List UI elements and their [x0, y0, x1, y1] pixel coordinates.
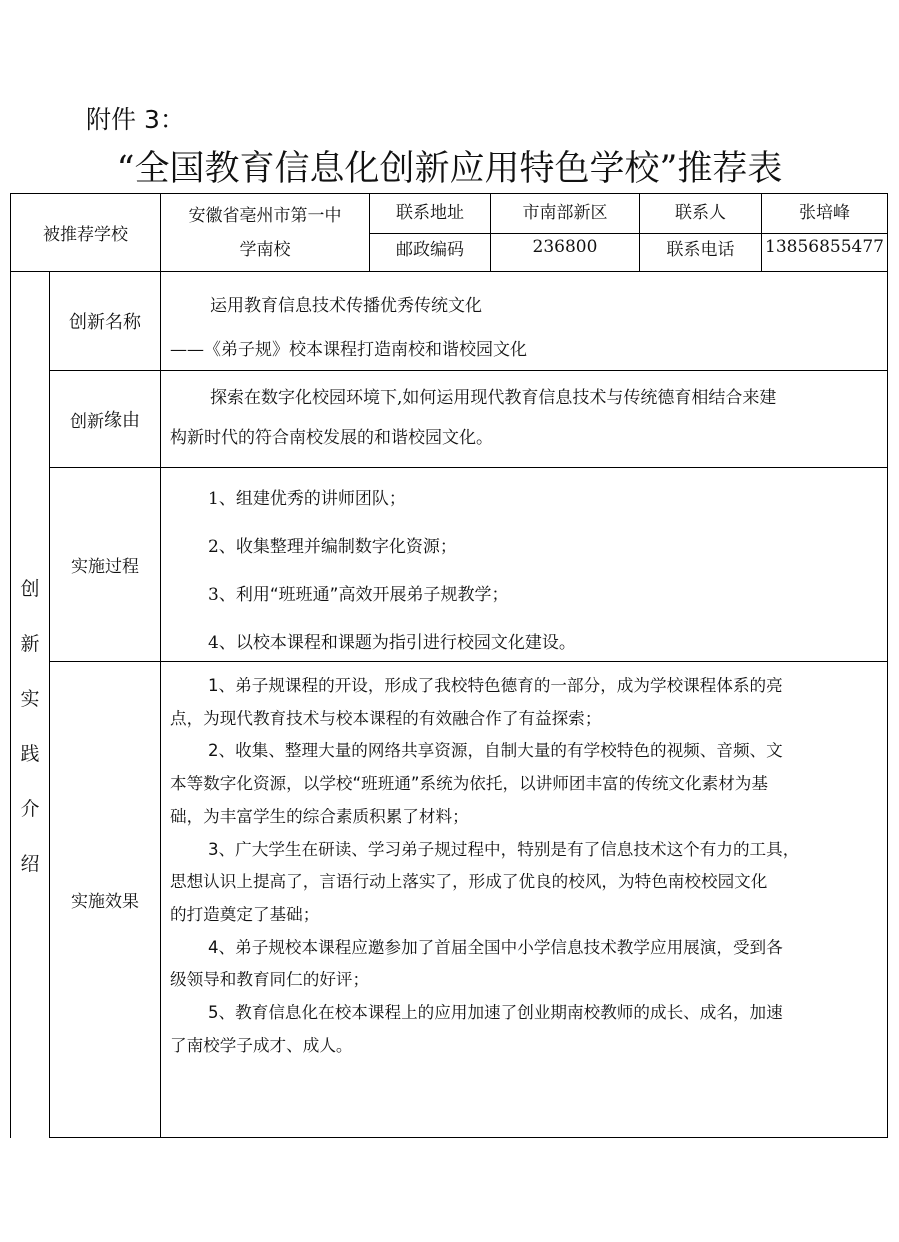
vertical-char: 绍 — [20, 853, 40, 875]
effect-line: 础，为丰富学生的综合素质积累了材料； — [170, 806, 469, 826]
school-name-line2: 学南校 — [239, 239, 291, 260]
contact-label: 联系人 — [675, 202, 726, 223]
effect-line: 级领导和教育同仁的好评； — [170, 970, 370, 990]
effect-line: 的打造奠定了基础； — [170, 904, 320, 924]
effect-line: 5、教育信息化在校本课程上的应用加速了创业期南校教师的成长、成名，加速 — [208, 1003, 783, 1023]
vertical-char: 实 — [20, 688, 40, 710]
school-label: 被推荐学校 — [43, 225, 128, 245]
effect-line: 本等数字化资源，以学校“班班通”系统为依托，以讲师团丰富的传统文化素材为基 — [170, 774, 768, 794]
reason-line: 构新时代的符合南校发展的和谐校园文化。 — [170, 428, 493, 448]
school-name-line1: 安徽省亳州市第一中 — [188, 205, 342, 226]
innovation-reason — [170, 378, 882, 458]
innovation-name-line: ——《弟子规》校本课程打造南校和谐校园文化 — [170, 340, 527, 360]
vertical-char: 创 — [20, 578, 40, 600]
attachment-label: 附件 3： — [86, 105, 185, 134]
effect-line: 2、收集、整理大量的网络共享资源，自制大量的有学校特色的视频、音频、文 — [208, 741, 783, 761]
innovation-name-label: 创新名称 — [69, 312, 141, 333]
process-item: 2、收集整理并编制数字化资源； — [208, 537, 457, 557]
effect-label: 实施效果 — [71, 892, 139, 912]
process-item: 4、以校本课程和课题为指引进行校园文化建设。 — [208, 633, 576, 653]
process-label: 实施过程 — [71, 557, 139, 577]
vertical-char: 介 — [20, 798, 40, 820]
section-vertical-label — [12, 560, 48, 890]
address-value: 市南部新区 — [522, 202, 608, 223]
effect-line: 3、广大学生在研读、学习弟子规过程中，特别是有了信息技术这个有力的工具， — [208, 839, 800, 859]
postcode-label: 邮政编码 — [396, 239, 464, 260]
process-item: 1、组建优秀的讲师团队； — [208, 489, 406, 509]
effect-line: 了南校学子成才、成人。 — [170, 1035, 353, 1055]
effect-text — [170, 670, 882, 1062]
innovation-reason-label: 创新 缘由 — [70, 410, 140, 432]
vertical-char: 新 — [20, 633, 40, 655]
phone-value: 13856855477 — [765, 237, 884, 257]
process-item: 3、利用“班班通”高效开展弟子规教学； — [208, 585, 509, 605]
innovation-name-line: 运用教育信息技术传播优秀传统文化 — [210, 296, 482, 316]
phone-label: 联系电话 — [666, 239, 735, 260]
innovation-name — [170, 284, 882, 372]
page-title: “全国教育信息化创新应用特色学校”推荐表 — [116, 149, 783, 189]
address-label: 联系地址 — [396, 202, 464, 223]
postcode-value: 236800 — [532, 237, 598, 257]
process-list — [170, 475, 882, 667]
effect-line: 1、弟子规课程的开设，形成了我校特色德育的一部分，成为学校课程体系的亮 — [208, 676, 783, 695]
vertical-char: 践 — [20, 743, 40, 765]
reason-line: 探索在数字化校园环境下,如何运用现代教育信息技术与传统德育相结合来建 — [210, 388, 777, 408]
contact-value: 张培峰 — [799, 202, 850, 223]
effect-line: 4、弟子规校本课程应邀参加了首届全国中小学信息技术教学应用展演，受到各 — [208, 937, 783, 957]
effect-line: 点，为现代教育技术与校本课程的有效融合作了有益探索； — [170, 708, 602, 728]
effect-line: 思想认识上提高了，言语行动上落实了，形成了优良的校风，为特色南校校园文化 — [170, 872, 768, 892]
